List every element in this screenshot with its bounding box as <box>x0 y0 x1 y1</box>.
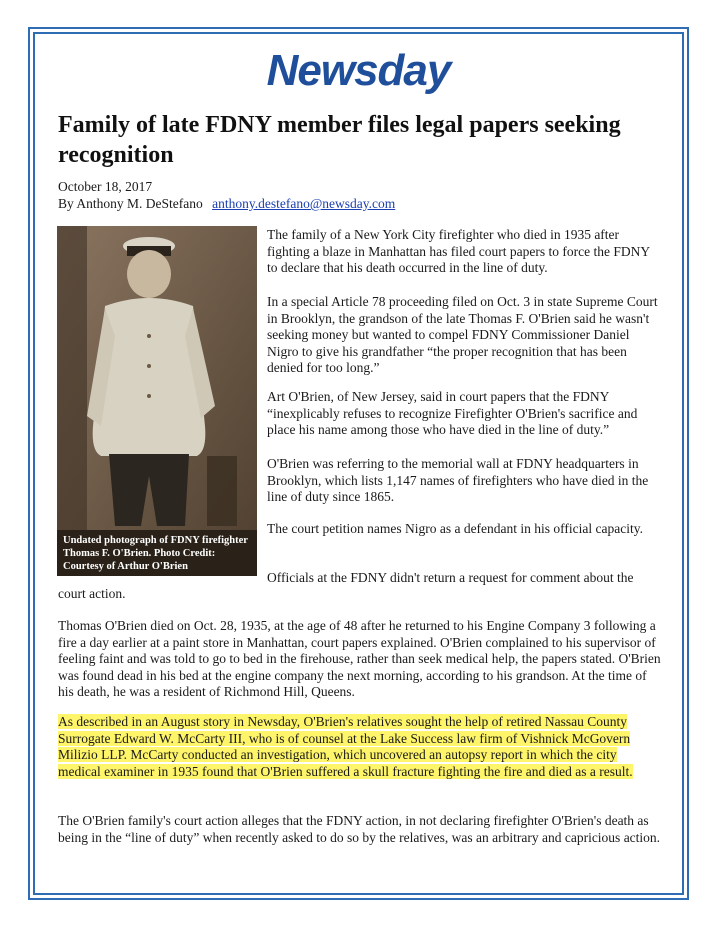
paragraph-6-end: court action. <box>58 586 126 601</box>
article-byline: By Anthony M. DeStefano <box>58 196 203 211</box>
byline-row <box>58 195 658 212</box>
article-headline: Family of late FDNY member files legal papers seeking recognition <box>58 112 621 168</box>
paragraph-2: In a special Article 78 proceeding filed on Oct. 3 in state Supreme Court in Brooklyn, the grandson of the late Thomas F. O'Brien said he wasn't seeking money but wanted to compel FDNY Commissioner Daniel Nigro to give his grandfather “the proper recognition that has been denied for too long.” <box>267 294 658 375</box>
paragraph-9: The O'Brien family's court action alleges that the FDNY action, in not declaring firefighter O'Brien's death as being in the “line of duty” when recently asked to do so by the relatives, was an arbitrary and capricious action. <box>58 813 661 845</box>
article-meta <box>58 178 658 212</box>
photo-illustration <box>57 226 257 576</box>
firefighter-photo <box>57 226 257 576</box>
paragraph-5: The court petition names Nigro as a defendant in his official capacity. <box>267 521 643 536</box>
article-date: October 18, 2017 <box>58 179 153 194</box>
paragraph-6-start: Officials at the FDNY didn't return a request for comment about the <box>267 570 634 585</box>
paragraph-1: The family of a New York City firefighter who died in 1935 after fighting a blaze in Manhattan has filed court papers to force the FDNY to declare that his death occurred in the line of duty. <box>267 227 650 275</box>
highlighted-text: As described in an August story in Newsday, O'Brien's relatives sought the help of retired Nassau County Surrogate Edward W. McCarty III, who is of counsel at the Lake Success law firm of Vishnick McGovern Milizio LLP. McCarty conducted an investigation, which uncovered an autopsy report in which the city medical examiner in 1935 found that O'Brien suffered a skull fracture fighting the fire and died as a result. <box>58 714 633 779</box>
newsday-logo: Newsday <box>266 46 451 95</box>
paragraph-4: O'Brien was referring to the memorial wall at FDNY headquarters in Brooklyn, which lists 1,147 names of firefighters who have died in the line of duty since 1865. <box>267 456 649 504</box>
author-email-link[interactable]: anthony.destefano@newsday.com <box>212 196 396 211</box>
photo-caption: Undated photograph of FDNY firefighter Thomas F. O'Brien. Photo Credit: Courtesy of Arthur O'Brien <box>57 530 257 576</box>
paragraph-7: Thomas O'Brien died on Oct. 28, 1935, at the age of 48 after he returned to his Engine Company 3 following a fire a day earlier at a paint store in Manhattan, court papers explained. O'Brien complained to his supervisor of feeling faint and was told to go to bed in the firehouse, rather than seek medical help, the papers stated. O'Brien was found dead in his bed at the engine company the next morning, according to his grandson. At the time of his death, he was a resident of Richmond Hill, Queens. <box>58 618 661 699</box>
paragraph-3: Art O'Brien, of New Jersey, said in court papers that the FDNY “inexplicably refuses to recognize Firefighter O'Brien's sacrifice and place his name among those who have died in the line of duty.” <box>267 389 638 437</box>
paragraph-8-highlighted <box>58 714 662 780</box>
